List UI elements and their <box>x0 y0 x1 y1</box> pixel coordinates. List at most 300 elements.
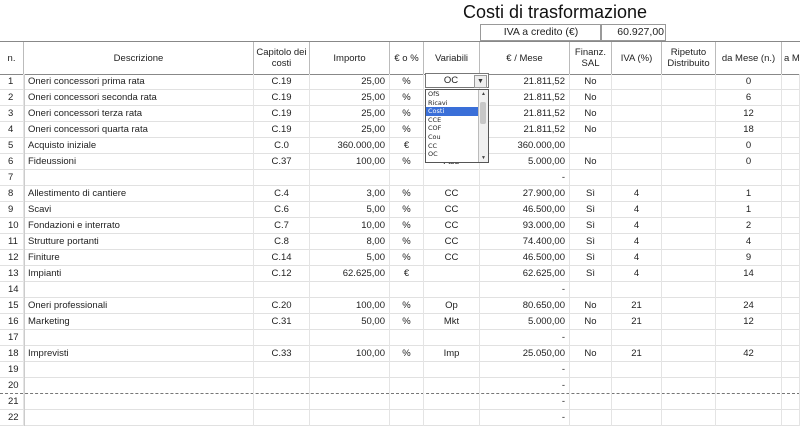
header-iva-pct[interactable]: IVA (%) <box>612 42 662 74</box>
cell-descrizione[interactable]: Oneri concessori quarta rata <box>24 122 254 138</box>
cell-eur-pct[interactable]: % <box>390 298 424 314</box>
cell-ripetuto[interactable] <box>662 298 716 314</box>
cell-a-mese[interactable] <box>782 346 800 362</box>
dropdown-option[interactable]: OC <box>428 150 438 159</box>
cell-da-mese[interactable]: 1 <box>716 202 782 218</box>
cell-a-mese[interactable] <box>782 378 800 394</box>
cell-eur-mese[interactable]: - <box>480 282 570 298</box>
cell-descrizione[interactable]: Oneri concessori seconda rata <box>24 90 254 106</box>
cell-a-mese[interactable] <box>782 282 800 298</box>
cell-eur-mese[interactable]: 21.811,52 <box>480 122 570 138</box>
dropdown-option[interactable]: CC <box>428 141 438 150</box>
cell-descrizione[interactable]: Fideussioni <box>24 154 254 170</box>
row-number[interactable]: 4 <box>0 122 24 138</box>
cell-capitolo[interactable] <box>254 410 310 426</box>
table-row <box>0 138 800 154</box>
cell-ripetuto[interactable] <box>662 170 716 186</box>
row-number[interactable]: 8 <box>0 186 24 202</box>
cell-descrizione[interactable]: Finiture <box>24 250 254 266</box>
cell-importo[interactable] <box>310 330 390 346</box>
cell-variabili[interactable] <box>424 410 480 426</box>
cell-da-mese[interactable]: 0 <box>716 74 782 90</box>
cell-finanz-sal[interactable] <box>570 410 612 426</box>
dropdown-option[interactable]: COF <box>428 124 442 133</box>
cell-capitolo[interactable]: C.19 <box>254 74 310 90</box>
cell-finanz-sal[interactable] <box>570 170 612 186</box>
cell-importo[interactable] <box>310 410 390 426</box>
cell-a-mese[interactable] <box>782 154 800 170</box>
cell-finanz-sal[interactable]: Sì <box>570 250 612 266</box>
cell-iva-pct[interactable]: 21 <box>612 346 662 362</box>
row-number[interactable]: 14 <box>0 282 24 298</box>
cell-capitolo[interactable]: C.19 <box>254 122 310 138</box>
cell-finanz-sal[interactable] <box>570 282 612 298</box>
cell-da-mese[interactable]: 12 <box>716 106 782 122</box>
cell-a-mese[interactable] <box>782 330 800 346</box>
cell-eur-pct[interactable] <box>390 170 424 186</box>
cell-a-mese[interactable] <box>782 250 800 266</box>
cell-ripetuto[interactable] <box>662 362 716 378</box>
row-number[interactable]: 10 <box>0 218 24 234</box>
cell-eur-pct[interactable] <box>390 394 424 410</box>
cell-da-mese[interactable] <box>716 378 782 394</box>
cell-eur-mese[interactable]: 5.000,00 <box>480 154 570 170</box>
cell-importo[interactable]: 100,00 <box>310 298 390 314</box>
cell-a-mese[interactable] <box>782 186 800 202</box>
cell-eur-pct[interactable]: % <box>390 202 424 218</box>
cell-a-mese[interactable] <box>782 266 800 282</box>
row-number[interactable]: 18 <box>0 346 24 362</box>
combo-value: OC <box>443 75 459 86</box>
cell-eur-mese[interactable]: 46.500,00 <box>480 202 570 218</box>
row-number[interactable]: 3 <box>0 106 24 122</box>
cell-capitolo[interactable] <box>254 378 310 394</box>
cell-da-mese[interactable]: 1 <box>716 186 782 202</box>
table-row <box>0 410 800 426</box>
table-row <box>0 362 800 378</box>
cell-eur-mese[interactable]: 27.900,00 <box>480 186 570 202</box>
cell-descrizione[interactable]: Marketing <box>24 314 254 330</box>
cell-eur-pct[interactable]: € <box>390 138 424 154</box>
cell-iva-pct[interactable] <box>612 378 662 394</box>
cell-iva-pct[interactable]: 4 <box>612 250 662 266</box>
cell-ripetuto[interactable] <box>662 250 716 266</box>
cell-da-mese[interactable]: 24 <box>716 298 782 314</box>
header-ripetuto[interactable]: Ripetuto Distribuito <box>662 42 716 74</box>
cell-variabili[interactable]: CC <box>424 202 480 218</box>
cell-a-mese[interactable] <box>782 170 800 186</box>
cell-descrizione[interactable] <box>24 394 254 410</box>
cell-eur-mese[interactable]: 93.000,00 <box>480 218 570 234</box>
cell-finanz-sal[interactable] <box>570 394 612 410</box>
cell-iva-pct[interactable] <box>612 282 662 298</box>
cell-iva-pct[interactable] <box>612 410 662 426</box>
table-row <box>0 330 800 346</box>
cell-a-mese[interactable] <box>782 106 800 122</box>
cell-eur-mese[interactable]: - <box>480 170 570 186</box>
cell-iva-pct[interactable] <box>612 154 662 170</box>
cell-ripetuto[interactable] <box>662 282 716 298</box>
iva-credit-value: 60.927,00 <box>617 26 664 38</box>
cell-variabili[interactable] <box>424 330 480 346</box>
iva-credit-row <box>0 24 800 40</box>
cell-iva-pct[interactable] <box>612 90 662 106</box>
cell-eur-pct[interactable]: % <box>390 234 424 250</box>
header-importo[interactable]: Importo <box>310 42 390 74</box>
row-number[interactable]: 13 <box>0 266 24 282</box>
cell-iva-pct[interactable]: 4 <box>612 266 662 282</box>
cell-importo[interactable]: 25,00 <box>310 90 390 106</box>
cell-eur-mese[interactable]: 25.050,00 <box>480 346 570 362</box>
table-row <box>0 170 800 186</box>
cell-da-mese[interactable] <box>716 410 782 426</box>
cell-da-mese[interactable] <box>716 170 782 186</box>
cell-importo[interactable]: 5,00 <box>310 250 390 266</box>
scroll-down-icon[interactable]: ▼ <box>481 155 486 161</box>
cell-importo[interactable] <box>310 378 390 394</box>
cell-variabili[interactable]: CC <box>424 234 480 250</box>
cell-eur-mese[interactable]: 46.500,00 <box>480 250 570 266</box>
cell-eur-pct[interactable]: % <box>390 218 424 234</box>
cell-variabili[interactable] <box>424 266 480 282</box>
cell-da-mese[interactable] <box>716 362 782 378</box>
cell-eur-mese[interactable]: 5.000,00 <box>480 314 570 330</box>
cell-importo[interactable]: 100,00 <box>310 346 390 362</box>
scroll-up-icon[interactable]: ▲ <box>481 91 486 97</box>
cell-descrizione[interactable] <box>24 410 254 426</box>
cell-finanz-sal[interactable] <box>570 330 612 346</box>
cell-eur-pct[interactable] <box>390 410 424 426</box>
cell-a-mese[interactable] <box>782 90 800 106</box>
cell-descrizione[interactable] <box>24 362 254 378</box>
cell-ripetuto[interactable] <box>662 186 716 202</box>
cell-capitolo[interactable]: C.20 <box>254 298 310 314</box>
row-number[interactable]: 1 <box>0 74 24 90</box>
table-row <box>0 218 800 234</box>
cell-descrizione[interactable] <box>24 330 254 346</box>
cell-variabili[interactable] <box>424 394 480 410</box>
cell-a-mese[interactable] <box>782 394 800 410</box>
cell-variabili[interactable]: Op <box>424 298 480 314</box>
row-number[interactable]: 17 <box>0 330 24 346</box>
cell-descrizione[interactable] <box>24 282 254 298</box>
cell-ripetuto[interactable] <box>662 218 716 234</box>
cell-descrizione[interactable]: Fondazioni e interrato <box>24 218 254 234</box>
cell-da-mese[interactable]: 2 <box>716 218 782 234</box>
cell-eur-mese[interactable]: 21.811,52 <box>480 74 570 90</box>
cell-importo[interactable]: 25,00 <box>310 122 390 138</box>
cell-descrizione[interactable]: Oneri concessori terza rata <box>24 106 254 122</box>
cell-ripetuto[interactable] <box>662 122 716 138</box>
cell-descrizione[interactable]: Oneri concessori prima rata <box>24 74 254 90</box>
cell-importo[interactable]: 10,00 <box>310 218 390 234</box>
dropdown-option[interactable]: Costi <box>426 107 478 116</box>
row-number[interactable]: 2 <box>0 90 24 106</box>
cell-da-mese[interactable]: 0 <box>716 154 782 170</box>
cell-capitolo[interactable]: C.8 <box>254 234 310 250</box>
cell-iva-pct[interactable] <box>612 74 662 90</box>
cell-capitolo[interactable] <box>254 330 310 346</box>
cell-eur-mese[interactable]: - <box>480 394 570 410</box>
cell-a-mese[interactable] <box>782 202 800 218</box>
dropdown-scrollbar[interactable] <box>478 90 488 162</box>
cell-finanz-sal[interactable]: No <box>570 106 612 122</box>
cell-eur-pct[interactable]: % <box>390 154 424 170</box>
chevron-down-icon[interactable]: ▼ <box>474 75 487 88</box>
cell-eur-pct[interactable] <box>390 282 424 298</box>
cell-capitolo[interactable]: C.12 <box>254 266 310 282</box>
cell-finanz-sal[interactable]: No <box>570 90 612 106</box>
row-number[interactable]: 7 <box>0 170 24 186</box>
cell-importo[interactable]: 50,00 <box>310 314 390 330</box>
cell-ripetuto[interactable] <box>662 410 716 426</box>
cell-capitolo[interactable] <box>254 170 310 186</box>
cell-iva-pct[interactable] <box>612 330 662 346</box>
cell-descrizione[interactable]: Imprevisti <box>24 346 254 362</box>
cell-importo[interactable] <box>310 282 390 298</box>
cell-da-mese[interactable]: 6 <box>716 90 782 106</box>
cell-importo[interactable]: 25,00 <box>310 74 390 90</box>
cell-a-mese[interactable] <box>782 234 800 250</box>
cell-finanz-sal[interactable]: No <box>570 346 612 362</box>
cell-iva-pct[interactable] <box>612 362 662 378</box>
cell-finanz-sal[interactable]: Sì <box>570 234 612 250</box>
dropdown-option[interactable]: Cou <box>428 132 441 141</box>
cell-da-mese[interactable]: 9 <box>716 250 782 266</box>
cell-ripetuto[interactable] <box>662 234 716 250</box>
cell-eur-mese[interactable]: - <box>480 330 570 346</box>
cell-ripetuto[interactable] <box>662 106 716 122</box>
cell-iva-pct[interactable]: 4 <box>612 202 662 218</box>
cell-variabili[interactable] <box>424 378 480 394</box>
cell-variabili[interactable] <box>424 362 480 378</box>
cell-descrizione[interactable] <box>24 170 254 186</box>
cell-capitolo[interactable]: C.37 <box>254 154 310 170</box>
cell-capitolo[interactable]: C.14 <box>254 250 310 266</box>
table-row <box>0 202 800 218</box>
cell-descrizione[interactable]: Allestimento di cantiere <box>24 186 254 202</box>
variabili-dropdown-list[interactable] <box>425 89 489 163</box>
cell-eur-mese[interactable]: 62.625,00 <box>480 266 570 282</box>
cell-importo[interactable]: 5,00 <box>310 202 390 218</box>
cell-capitolo[interactable] <box>254 282 310 298</box>
cell-importo[interactable]: 360.000,00 <box>310 138 390 154</box>
cell-finanz-sal[interactable]: No <box>570 122 612 138</box>
cell-a-mese[interactable] <box>782 138 800 154</box>
cell-eur-pct[interactable]: % <box>390 74 424 90</box>
cell-iva-pct[interactable] <box>612 394 662 410</box>
cell-descrizione[interactable]: Scavi <box>24 202 254 218</box>
table-row <box>0 106 800 122</box>
row-number[interactable]: 19 <box>0 362 24 378</box>
cell-finanz-sal[interactable]: Sì <box>570 218 612 234</box>
cell-da-mese[interactable]: 0 <box>716 138 782 154</box>
cell-finanz-sal[interactable]: No <box>570 154 612 170</box>
cell-da-mese[interactable] <box>716 330 782 346</box>
cell-finanz-sal[interactable]: No <box>570 74 612 90</box>
cell-iva-pct[interactable]: 21 <box>612 314 662 330</box>
dropdown-option[interactable]: CCE <box>428 115 442 124</box>
cell-finanz-sal[interactable] <box>570 362 612 378</box>
cell-ripetuto[interactable] <box>662 138 716 154</box>
cell-importo[interactable] <box>310 394 390 410</box>
cell-importo[interactable]: 25,00 <box>310 106 390 122</box>
header-da-mese[interactable]: da Mese (n.) <box>716 42 782 74</box>
cell-finanz-sal[interactable]: Sì <box>570 202 612 218</box>
cell-a-mese[interactable] <box>782 314 800 330</box>
cell-eur-pct[interactable] <box>390 330 424 346</box>
cell-eur-mese[interactable]: 21.811,52 <box>480 90 570 106</box>
cell-ripetuto[interactable] <box>662 378 716 394</box>
cell-capitolo[interactable]: C.4 <box>254 186 310 202</box>
cell-capitolo[interactable]: C.19 <box>254 106 310 122</box>
cell-capitolo[interactable]: C.33 <box>254 346 310 362</box>
cell-capitolo[interactable] <box>254 394 310 410</box>
row-number[interactable]: 5 <box>0 138 24 154</box>
cell-da-mese[interactable]: 12 <box>716 314 782 330</box>
row-number[interactable]: 21 <box>0 394 24 410</box>
cell-finanz-sal[interactable]: No <box>570 298 612 314</box>
cell-finanz-sal[interactable] <box>570 138 612 154</box>
cell-variabili[interactable] <box>424 170 480 186</box>
row-number[interactable]: 12 <box>0 250 24 266</box>
cell-capitolo[interactable]: C.6 <box>254 202 310 218</box>
cell-finanz-sal[interactable]: Sì <box>570 266 612 282</box>
cell-a-mese[interactable] <box>782 298 800 314</box>
header-variabili[interactable]: Variabili <box>424 42 480 74</box>
cell-da-mese[interactable]: 4 <box>716 234 782 250</box>
cell-eur-pct[interactable]: % <box>390 122 424 138</box>
cell-capitolo[interactable]: C.19 <box>254 90 310 106</box>
cell-capitolo[interactable]: C.31 <box>254 314 310 330</box>
row-number[interactable]: 9 <box>0 202 24 218</box>
header-a-mese[interactable]: a M <box>784 52 800 64</box>
header-finanz-sal[interactable]: Finanz. SAL <box>570 42 612 74</box>
cell-eur-pct[interactable]: % <box>390 346 424 362</box>
cell-ripetuto[interactable] <box>662 394 716 410</box>
cell-eur-mese[interactable]: 80.650,00 <box>480 298 570 314</box>
cell-a-mese[interactable] <box>782 122 800 138</box>
header-eur-mese[interactable]: € / Mese <box>480 42 570 74</box>
header-descrizione[interactable]: Descrizione <box>24 42 254 74</box>
cell-da-mese[interactable] <box>716 394 782 410</box>
cell-eur-mese[interactable]: 360.000,00 <box>480 138 570 154</box>
cell-iva-pct[interactable] <box>612 138 662 154</box>
cell-a-mese[interactable] <box>782 218 800 234</box>
cell-da-mese[interactable]: 18 <box>716 122 782 138</box>
cell-ripetuto[interactable] <box>662 346 716 362</box>
cell-ripetuto[interactable] <box>662 74 716 90</box>
cell-eur-pct[interactable] <box>390 362 424 378</box>
row-number[interactable]: 16 <box>0 314 24 330</box>
cell-importo[interactable] <box>310 170 390 186</box>
cell-importo[interactable] <box>310 362 390 378</box>
table-row <box>0 314 800 330</box>
cell-variabili[interactable]: CC <box>424 218 480 234</box>
header-eur-pct[interactable]: € o % <box>390 42 424 74</box>
cell-capitolo[interactable] <box>254 362 310 378</box>
cell-eur-pct[interactable]: % <box>390 314 424 330</box>
cell-ripetuto[interactable] <box>662 154 716 170</box>
cell-eur-pct[interactable] <box>390 378 424 394</box>
cell-capitolo[interactable]: C.7 <box>254 218 310 234</box>
cell-da-mese[interactable]: 14 <box>716 266 782 282</box>
table-row <box>0 394 800 410</box>
cell-variabili[interactable]: Mkt <box>424 314 480 330</box>
cell-iva-pct[interactable]: 21 <box>612 298 662 314</box>
row-number[interactable]: 20 <box>0 378 24 394</box>
cell-variabili[interactable]: CC <box>424 186 480 202</box>
cell-importo[interactable]: 8,00 <box>310 234 390 250</box>
row-number[interactable]: 15 <box>0 298 24 314</box>
cell-eur-mese[interactable]: 74.400,00 <box>480 234 570 250</box>
cell-ripetuto[interactable] <box>662 90 716 106</box>
cell-finanz-sal[interactable]: No <box>570 314 612 330</box>
cell-finanz-sal[interactable]: Sì <box>570 186 612 202</box>
variabili-combo[interactable] <box>425 73 489 88</box>
cell-importo[interactable]: 100,00 <box>310 154 390 170</box>
cell-iva-pct[interactable] <box>612 122 662 138</box>
cell-eur-mese[interactable]: - <box>480 410 570 426</box>
cell-variabili[interactable]: Imp <box>424 346 480 362</box>
cell-descrizione[interactable]: Strutture portanti <box>24 234 254 250</box>
cell-a-mese[interactable] <box>782 74 800 90</box>
header-n[interactable]: n. <box>0 42 24 74</box>
cell-finanz-sal[interactable] <box>570 378 612 394</box>
cell-variabili[interactable]: CC <box>424 250 480 266</box>
cell-variabili[interactable] <box>424 282 480 298</box>
header-capitolo[interactable]: Capitolo dei costi <box>254 42 310 74</box>
cell-capitolo[interactable]: C.0 <box>254 138 310 154</box>
dropdown-option[interactable]: OfS <box>428 90 440 98</box>
cell-descrizione[interactable]: Oneri professionali <box>24 298 254 314</box>
cell-iva-pct[interactable]: 4 <box>612 234 662 250</box>
cell-eur-pct[interactable]: % <box>390 90 424 106</box>
scroll-thumb[interactable] <box>480 102 486 124</box>
cell-ripetuto[interactable] <box>662 202 716 218</box>
cell-iva-pct[interactable] <box>612 106 662 122</box>
cell-eur-pct[interactable]: € <box>390 266 424 282</box>
cell-eur-pct[interactable]: % <box>390 106 424 122</box>
dropdown-option[interactable]: Ricavi <box>428 98 448 107</box>
cell-eur-mese[interactable]: - <box>480 378 570 394</box>
cell-iva-pct[interactable] <box>612 170 662 186</box>
cell-ripetuto[interactable] <box>662 330 716 346</box>
cell-eur-pct[interactable]: % <box>390 250 424 266</box>
cell-descrizione[interactable]: Impianti <box>24 266 254 282</box>
cell-da-mese[interactable]: 42 <box>716 346 782 362</box>
row-number[interactable]: 11 <box>0 234 24 250</box>
cell-da-mese[interactable] <box>716 282 782 298</box>
cell-eur-mese[interactable]: 21.811,52 <box>480 106 570 122</box>
cell-a-mese[interactable] <box>782 410 800 426</box>
cell-ripetuto[interactable] <box>662 314 716 330</box>
cell-eur-pct[interactable]: % <box>390 186 424 202</box>
cell-a-mese[interactable] <box>782 362 800 378</box>
cell-iva-pct[interactable]: 4 <box>612 186 662 202</box>
cell-importo[interactable]: 3,00 <box>310 186 390 202</box>
iva-credit-label: IVA a credito (€) <box>503 26 579 38</box>
table-row <box>0 186 800 202</box>
row-number[interactable]: 22 <box>0 410 24 426</box>
cell-iva-pct[interactable]: 4 <box>612 218 662 234</box>
cell-eur-mese[interactable]: - <box>480 362 570 378</box>
cell-importo[interactable]: 62.625,00 <box>310 266 390 282</box>
row-number[interactable]: 6 <box>0 154 24 170</box>
cell-descrizione[interactable] <box>24 378 254 394</box>
cell-descrizione[interactable]: Acquisto iniziale <box>24 138 254 154</box>
cell-ripetuto[interactable] <box>662 266 716 282</box>
